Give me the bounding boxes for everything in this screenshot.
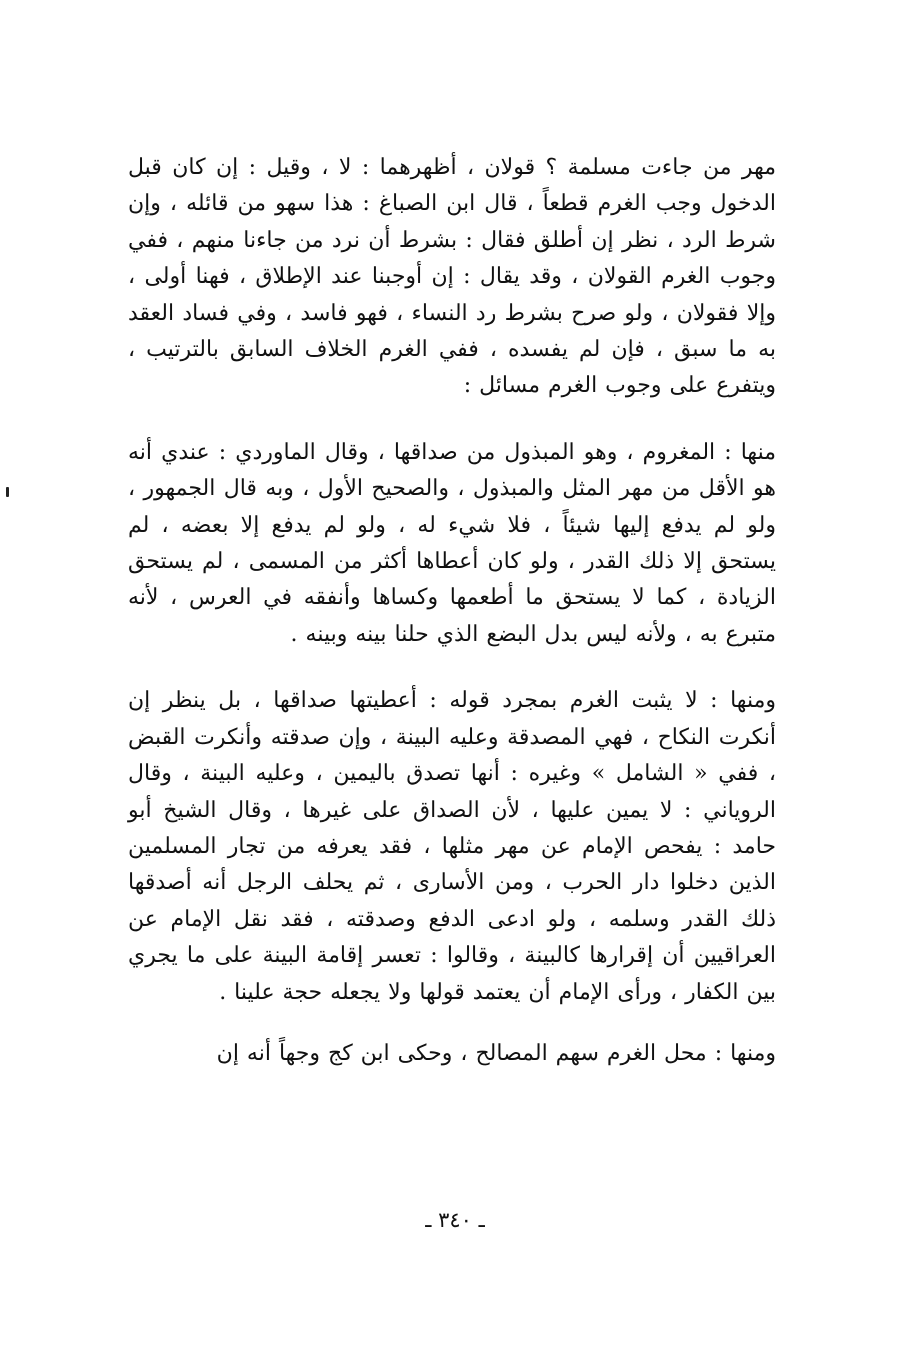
paragraph-4: ومنها : محل الغرم سهم المصالح ، وحكى ابن كج وجهاً أنه إن <box>216 1040 776 1066</box>
body-text <box>128 150 776 1072</box>
scan-edge-mark <box>6 487 9 497</box>
page-number: ـ ٣٤٠ ـ <box>425 1208 485 1232</box>
paragraph-1: مهر من جاءت مسلمة ؟ قولان ، أظهرهما : لا ، وقيل : إن كان قبل الدخول وجب الغرم قطعاً ، قال ابن الصباغ : هذا سهو من قائله ، وإن شرط الرد ، نظر إن أطلق فقال : بشرط أن نرد من جاءنا منهم ، ففي وجوب الغرم القولان ، وقد يقال : إن أوجبنا عند الإطلاق ، فهنا أولى ، وإلا فقولان ، ولو صرح بشرط رد النساء ، فهو فاسد ، وفي فساد العقد به ما سبق ، فإن لم يفسده ، ففي الغرم الخلاف السابق بالترتيب ، ويتفرع على وجوب الغرم مسائل : <box>128 155 776 399</box>
paragraph-3: ومنها : لا يثبت الغرم بمجرد قوله : أعطيتها صداقها ، بل ينظر إن أنكرت النكاح ، فهي المصدقة وعليه البينة ، وإن صدقته وأنكرت القبض ، ففي « الشامل » وغيره : أنها تصدق باليمين ، وعليه البينة ، وقال الروياني : لا يمين عليها ، لأن الصداق على غيرها ، وقال الشيخ أبو حامد : يفحص الإمام عن مهر مثلها ، فقد يعرفه من تجار المسلمين الذين دخلوا دار الحرب ، ومن الأسارى ، ثم يحلف الرجل أنه أصدقها ذلك القدر وسلمه ، ولو ادعى الدفع وصدقته ، فقد نقل الإمام عن العراقيين أن إقرارها كالبينة ، وقالوا : تعسر إقامة البينة على ما يجري بين الكفار ، ورأى الإمام أن يعتمد قولها ولا يجعله حجة علينا . <box>128 688 776 1005</box>
paragraph-2: منها : المغروم ، وهو المبذول من صداقها ، وقال الماوردي : عندي أنه هو الأقل من مهر المثل والمبذول ، والصحيح الأول ، وبه قال الجمهور ، ولو لم يدفع إليها شيئاً ، فلا شيء له ، ولو لم يدفع إلا بعضه ، لم يستحق إلا ذلك القدر ، ولو كان أعطاها أكثر من المسمى ، لم يستحق الزيادة ، كما لا يستحق ما أطعمها وكساها وأنفقه في العرس ، لأنه متبرع به ، ولأنه ليس بدل البضع الذي حلنا بينه وبينه . <box>128 439 776 647</box>
